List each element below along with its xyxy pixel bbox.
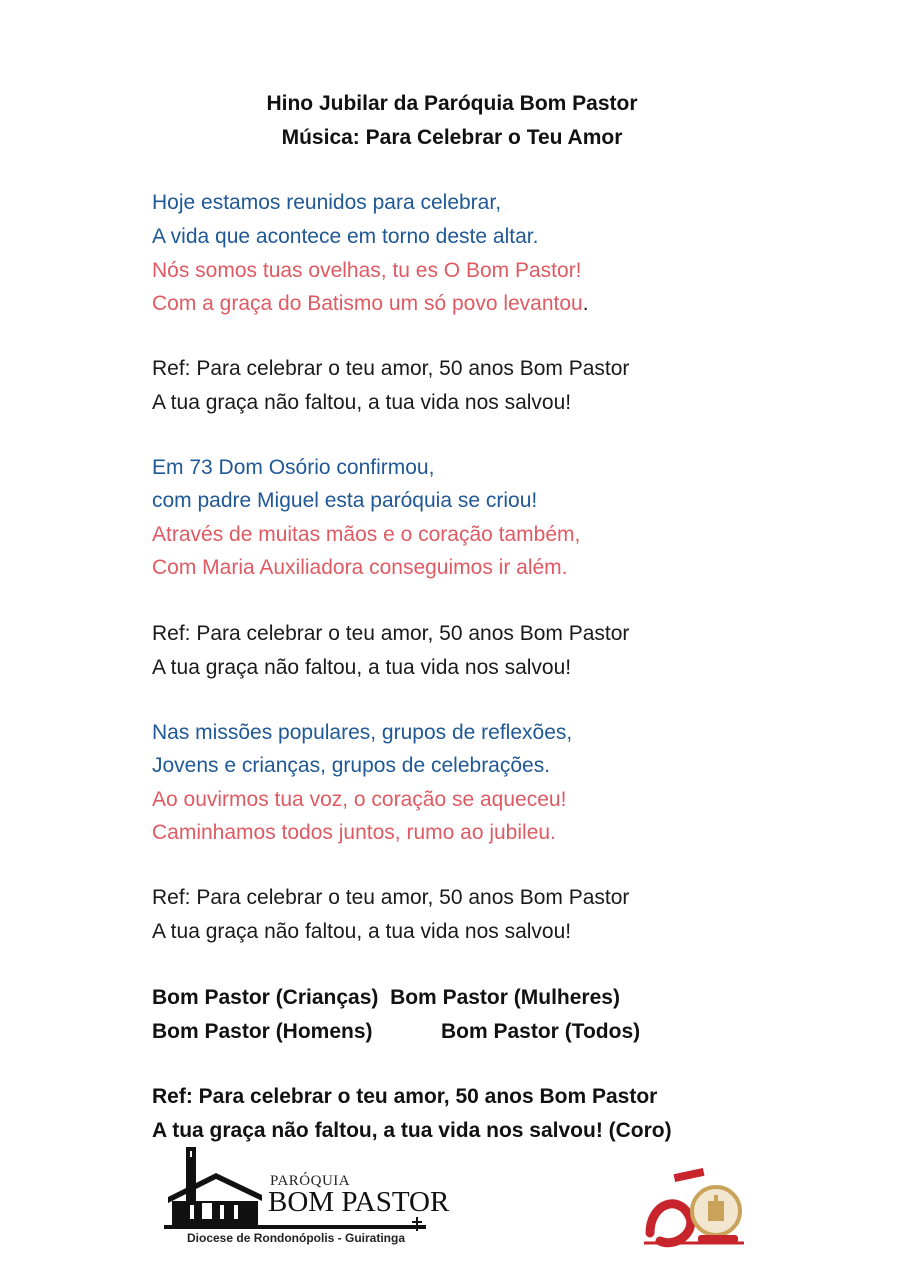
refrain-3-line-2: A tua graça não faltou, a tua vida nos salvou! bbox=[152, 920, 572, 943]
verse-1-trailing-period: . bbox=[582, 292, 589, 315]
logo-parish-label: PARÓQUIA bbox=[270, 1173, 351, 1189]
logo-parish-name: BOM PASTOR bbox=[268, 1186, 450, 1218]
hymn-title: Hino Jubilar da Paróquia Bom Pastor bbox=[266, 92, 638, 115]
final-refrain-line-2: A tua graça não faltou, a tua vida nos salvou! (Coro) bbox=[152, 1119, 672, 1142]
verse-1-line-3: Nós somos tuas ovelhas, tu es O Bom Pastor! bbox=[152, 259, 582, 282]
final-refrain-line-1: Ref: Para celebrar o teu amor, 50 anos Bom Pastor bbox=[152, 1085, 658, 1108]
refrain-1-line-2: A tua graça não faltou, a tua vida nos salvou! bbox=[152, 391, 572, 414]
verse-3-line-2: Jovens e crianças, grupos de celebrações. bbox=[152, 754, 551, 777]
jubilee-50-logo-icon bbox=[640, 1163, 750, 1253]
verse-3-line-4: Caminhamos todos juntos, rumo ao jubileu. bbox=[152, 821, 556, 844]
refrain-3-line-1: Ref: Para celebrar o teu amor, 50 anos Bom Pastor bbox=[152, 886, 630, 909]
verse-2-line-3: Através de muitas mãos e o coração também, bbox=[152, 523, 581, 546]
groups-row-2-b: Bom Pastor (Todos) bbox=[441, 1020, 641, 1043]
verse-1-line-1: Hoje estamos reunidos para celebrar, bbox=[152, 191, 502, 214]
verse-1-line-2: A vida que acontece em torno deste altar. bbox=[152, 225, 539, 248]
verse-3-line-3: Ao ouvirmos tua voz, o coração se aqueceu! bbox=[152, 788, 567, 811]
groups-row-1: Bom Pastor (Crianças) Bom Pastor (Mulheres) bbox=[152, 986, 620, 1009]
verse-1-line-4: Com a graça do Batismo um só povo levantou bbox=[152, 292, 583, 315]
verse-2-line-4: Com Maria Auxiliadora conseguimos ir além. bbox=[152, 556, 568, 579]
verse-2-line-1: Em 73 Dom Osório confirmou, bbox=[152, 456, 435, 479]
verse-2-line-2: com padre Miguel esta paróquia se criou! bbox=[152, 489, 538, 512]
verse-1-line-4-wrap bbox=[152, 292, 589, 316]
verse-3-line-1: Nas missões populares, grupos de reflexões, bbox=[152, 721, 573, 744]
refrain-1-line-1: Ref: Para celebrar o teu amor, 50 anos Bom Pastor bbox=[152, 357, 630, 380]
refrain-2-line-2: A tua graça não faltou, a tua vida nos salvou! bbox=[152, 656, 572, 679]
logo-diocese: Diocese de Rondonópolis - Guiratinga bbox=[187, 1231, 406, 1245]
groups-row-2-a: Bom Pastor (Homens) bbox=[152, 1020, 373, 1043]
refrain-2-line-1: Ref: Para celebrar o teu amor, 50 anos Bom Pastor bbox=[152, 622, 630, 645]
hymn-subtitle: Música: Para Celebrar o Teu Amor bbox=[281, 126, 623, 149]
